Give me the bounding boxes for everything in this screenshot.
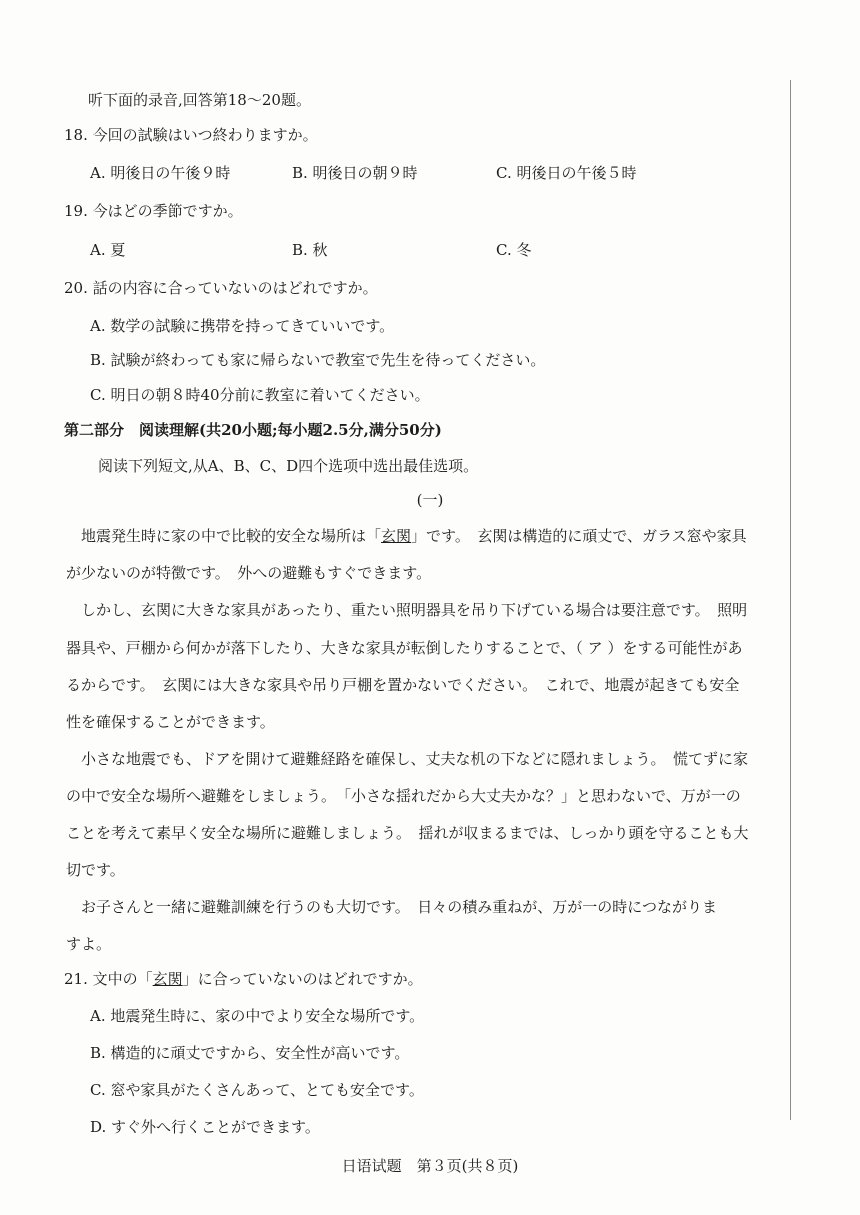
q19-option-c: C. 冬 bbox=[496, 241, 532, 259]
q18-option-b: B. 明後日の朝９時 bbox=[292, 164, 418, 182]
passage-line: 性を確保することができます。 bbox=[66, 713, 275, 731]
passage-line: 小さな地震でも、ドアを開けて避難経路を確保し、丈夫な机の下などに隠れましょう。 慌てずに家 bbox=[66, 750, 749, 768]
q18-stem: 18. 今回の試験はいつ終わりますか。 bbox=[64, 126, 318, 144]
q20-option-a: A. 数学の試験に携帯を持ってきていいです。 bbox=[90, 317, 395, 335]
margin-rule bbox=[790, 80, 791, 1120]
passage-line: ことを考えて素早く安全な場所に避難しましょう。 揺れが収まるまでは、しっかり頭を守ることも大 bbox=[66, 824, 749, 842]
passage-line: しかし、玄関に大きな家具があったり、重たい照明器具を吊り下げている場合は要注意です。 照明 bbox=[66, 601, 748, 619]
q18-option-a: A. 明後日の午後９時 bbox=[90, 164, 231, 182]
listening-intro: 听下面的录音,回答第18～20题。 bbox=[88, 91, 311, 109]
underlined-term: 玄関 bbox=[381, 527, 412, 545]
q20-option-b: B. 試験が終わっても家に帰らないで教室で先生を待ってください。 bbox=[90, 351, 546, 369]
passage-number: (一) bbox=[416, 491, 444, 509]
section-title: 第二部分 阅读理解(共20小题;每小题2.5分,满分50分) bbox=[64, 421, 442, 439]
passage-line: 地震発生時に家の中で比較的安全な場所は「玄関」です。 玄関は構造的に頑丈で、ガラス窓や家具 bbox=[66, 527, 747, 545]
q20-stem: 20. 話の内容に合っていないのはどれですか。 bbox=[64, 279, 378, 297]
q21-option-a: A. 地震発生時に、家の中でより安全な場所です。 bbox=[90, 1007, 425, 1025]
q21-underlined-term: 玄関 bbox=[152, 970, 183, 988]
q21-option-c: C. 窓や家具がたくさんあって、とても安全です。 bbox=[90, 1081, 424, 1099]
q19-option-b: B. 秋 bbox=[292, 241, 328, 259]
passage-line: すよ。 bbox=[66, 935, 112, 953]
page-footer: 日语试题 第３页(共８页) bbox=[341, 1157, 519, 1175]
passage-line: るからです。 玄関には大きな家具や吊り戸棚を置かないでください。 これで、地震が起きても安全 bbox=[66, 676, 740, 694]
passage-line: 器具や、戸棚から何かが落下したり、大きな家具が転倒したりすることで、（ ア ）をする可能性があ bbox=[66, 639, 743, 657]
passage-line: お子さんと一緒に避難訓練を行うのも大切です。 日々の積み重ねが、万が一の時につながりま bbox=[66, 898, 718, 916]
section-instruction: 阅读下列短文,从A、B、C、D四个选项中选出最佳选项。 bbox=[98, 457, 479, 475]
q21-option-b: B. 構造的に頑丈ですから、安全性が高いです。 bbox=[90, 1044, 410, 1062]
q21-stem: 21. 文中の「玄関」に合っていないのはどれですか。 bbox=[64, 970, 423, 988]
passage-line: 切です。 bbox=[66, 861, 125, 879]
q21-option-d: D. すぐ外へ行くことができます。 bbox=[90, 1118, 320, 1136]
q18-option-c: C. 明後日の午後５時 bbox=[496, 164, 637, 182]
passage-line: が少ないのが特徴です。 外への避難もすぐできます。 bbox=[66, 564, 432, 582]
q19-stem: 19. 今はどの季節ですか。 bbox=[64, 202, 243, 220]
q20-option-c: C. 明日の朝８時40分前に教室に着いてください。 bbox=[90, 386, 430, 404]
passage-line: の中で安全な場所へ避難をしましょう。 「小さな揺れだから大丈夫かな？」と思わないで、万が一の bbox=[66, 787, 741, 805]
q19-option-a: A. 夏 bbox=[90, 241, 126, 259]
